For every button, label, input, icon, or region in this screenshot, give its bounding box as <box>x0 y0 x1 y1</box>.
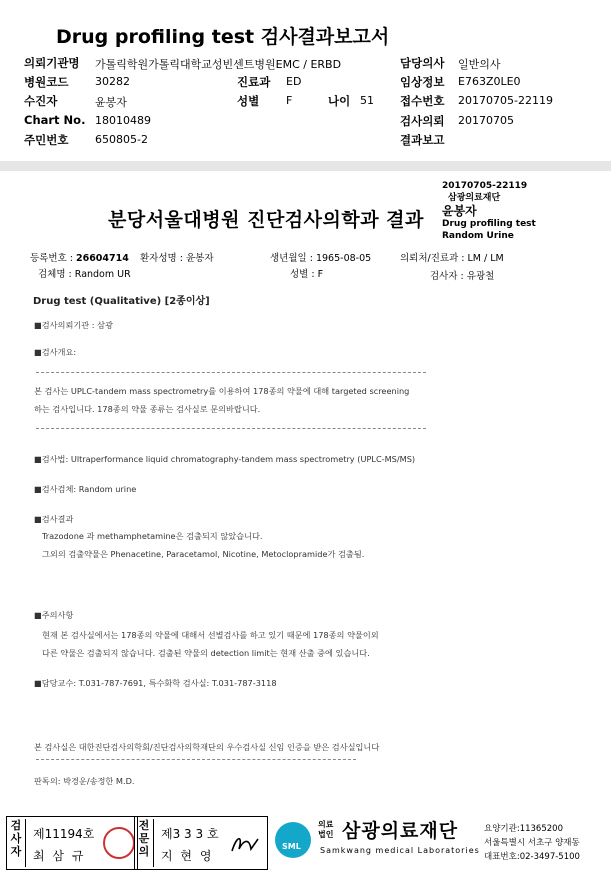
specimen-value: Random UR <box>74 269 131 280</box>
tester-vlabel <box>7 819 26 867</box>
line-requester: ■검사의뢰기관 : 삼광 <box>34 320 113 330</box>
stamp-org: 삼광의료재단 <box>448 193 501 203</box>
value-chart-no: 18010489 <box>95 114 151 127</box>
line-caution-1: 현재 본 검사실에서는 178종의 약물에 대해서 선별검사를 하고 있기 때문에 178종의 약물이외 <box>42 630 379 640</box>
reg-no-value: 26604714 <box>75 253 129 264</box>
specialist-license-no: 제3 3 3 호 <box>161 827 219 841</box>
value-department: ED <box>286 75 302 88</box>
value-request-date: 20170705 <box>458 114 514 127</box>
label-clinical-info: 임상정보 <box>400 75 445 89</box>
label-age: 나이 <box>328 94 351 108</box>
specialist-name: 지 현 영 <box>161 849 214 863</box>
tester-vlabel-2: 사 <box>10 832 22 845</box>
tester-name: 최 삼 규 <box>33 849 86 863</box>
dashed-rule <box>36 372 426 373</box>
phone: 대표번호:02-3497-5100 <box>484 852 580 862</box>
dashed-rule <box>36 759 356 760</box>
stamp-test: Drug profiling test <box>442 219 536 229</box>
tester-label: 검사자 : <box>430 271 464 282</box>
dashed-rule <box>36 428 426 429</box>
stamp-name: 윤봉자 <box>442 204 477 218</box>
dept <box>400 250 504 264</box>
line-caution-2: 다른 약물은 검출되지 않습니다. 검출된 약물의 detection limit는 현재 산출 중에 있습니다. <box>42 648 370 658</box>
footer <box>0 812 611 881</box>
value-doctor: 일반의사 <box>458 58 501 71</box>
value-institution: 가톨릭학원가톨릭대학교성빈센트병원EMC / ERBD <box>95 58 342 71</box>
specimen <box>38 266 131 280</box>
patient-name-value: 윤봉자 <box>185 253 214 264</box>
org-type-2: 법인 <box>318 830 334 839</box>
label-resident-no: 주민번호 <box>24 133 69 147</box>
specialist-vlabel-3: 의 <box>138 845 150 858</box>
specialist-box <box>134 816 268 870</box>
line-overview-1: 본 검사는 UPLC-tandem mass spectrometry를 이용하여 178종의 약물에 대해 targeted screening <box>34 386 410 396</box>
reg-no <box>30 250 129 264</box>
org-name: 삼광의료재단 <box>342 820 459 842</box>
label-chart-no: Chart No. <box>24 113 86 127</box>
sample-stamp <box>442 180 536 242</box>
stamp-accession: 20170705-22119 <box>442 181 528 191</box>
tester-vlabel-1: 검 <box>10 819 22 832</box>
address: 서울특별시 서초구 양재동 <box>484 838 580 848</box>
value-hospital-code: 30282 <box>95 75 130 88</box>
dob-label: 생년월일 : <box>270 253 313 264</box>
logo-text: SML <box>282 842 301 851</box>
label-request-date: 검사의뢰 <box>400 114 445 128</box>
label-department: 진료과 <box>237 75 271 89</box>
specimen-label: 검체명 : <box>38 269 72 280</box>
line-method: ■검사법: Ultraperformance liquid chromatography-tandem mass spectrometry (UPLC-MS/MS) <box>34 454 416 464</box>
tester-value: 유광철 <box>466 271 495 282</box>
line-contact: ■담당교수: T.031-787-7691, 특수화학 검사실: T.031-787-3118 <box>34 678 277 688</box>
label-accession-no: 접수번호 <box>400 94 445 108</box>
tester-license-no: 제11194호 <box>33 827 95 841</box>
sml-logo-icon <box>275 822 311 858</box>
reg-no-label: 등록번호 : <box>30 253 73 264</box>
section-divider <box>0 161 611 171</box>
label-result-report: 결과보고 <box>400 133 445 147</box>
stamp-specimen: Random Urine <box>442 231 514 241</box>
value-sex: F <box>286 94 293 107</box>
org-type-1: 의료 <box>318 820 334 829</box>
line-specimen: ■검사검체: Random urine <box>34 484 137 494</box>
line-certification: 본 검사실은 대한진단검사의학회/진단검사의학재단의 우수검사실 신임 인증을 받은 검사실입니다 <box>34 742 380 752</box>
sex-label: 성별 : <box>290 269 315 280</box>
patient-sex <box>290 266 323 280</box>
dept-value: LM / LM <box>467 253 504 264</box>
value-resident-no: 650805-2 <box>95 133 148 146</box>
hospital-title: 분당서울대병원 진단검사의학과 결과 <box>108 209 424 231</box>
line-results-heading: ■검사결과 <box>34 514 74 524</box>
specialist-vlabel <box>135 819 154 867</box>
value-accession-no: 20170705-22119 <box>458 94 553 107</box>
specialist-vlabel-2: 문 <box>138 832 150 845</box>
line-result-1: Trazodone 과 methamphetamine은 검출되지 않았습니다. <box>42 531 263 541</box>
signature-icon <box>229 831 261 857</box>
test-title: Drug test (Qualitative) [2종이상] <box>33 296 210 307</box>
label-sex: 성별 <box>237 94 260 108</box>
report-title: Drug profiling test 검사결과보고서 <box>56 26 390 48</box>
sex-value: F <box>317 269 324 280</box>
line-overview-2: 하는 검사입니다. 178종의 약물 종류는 검사실로 문의바랍니다. <box>34 404 261 414</box>
tester-box <box>6 816 138 870</box>
label-hospital-code: 병원코드 <box>24 75 69 89</box>
line-reader: 판독의: 박경운/송정한 M.D. <box>34 776 135 786</box>
line-result-2: 그외의 검출약물은 Phenacetine, Paracetamol, Nicotine, Metoclopramide가 검출됨. <box>42 549 365 559</box>
tester <box>430 268 494 282</box>
dob <box>270 250 371 264</box>
value-clinical-info: E763Z0LE0 <box>458 75 521 88</box>
value-age: 51 <box>360 94 374 107</box>
label-doctor: 담당의사 <box>400 56 445 70</box>
line-overview: ■검사개요: <box>34 347 77 357</box>
org-type <box>318 820 333 840</box>
line-caution-heading: ■주의사항 <box>34 610 74 620</box>
patient-name-label: 환자성명 : <box>140 253 183 264</box>
org-english: Samkwang medical Laboratories <box>320 846 480 855</box>
seal-icon <box>103 827 135 859</box>
specialist-vlabel-1: 전 <box>138 819 150 832</box>
value-patient: 윤봉자 <box>95 96 127 109</box>
tester-vlabel-3: 자 <box>10 845 22 858</box>
patient-name <box>140 250 214 264</box>
dept-label: 의뢰처/진료과 : <box>400 253 465 264</box>
label-institution: 의뢰기관명 <box>24 56 80 70</box>
dob-value: 1965-08-05 <box>315 253 372 264</box>
care-number: 요양기관:11365200 <box>484 824 563 834</box>
label-patient: 수진자 <box>24 94 58 108</box>
